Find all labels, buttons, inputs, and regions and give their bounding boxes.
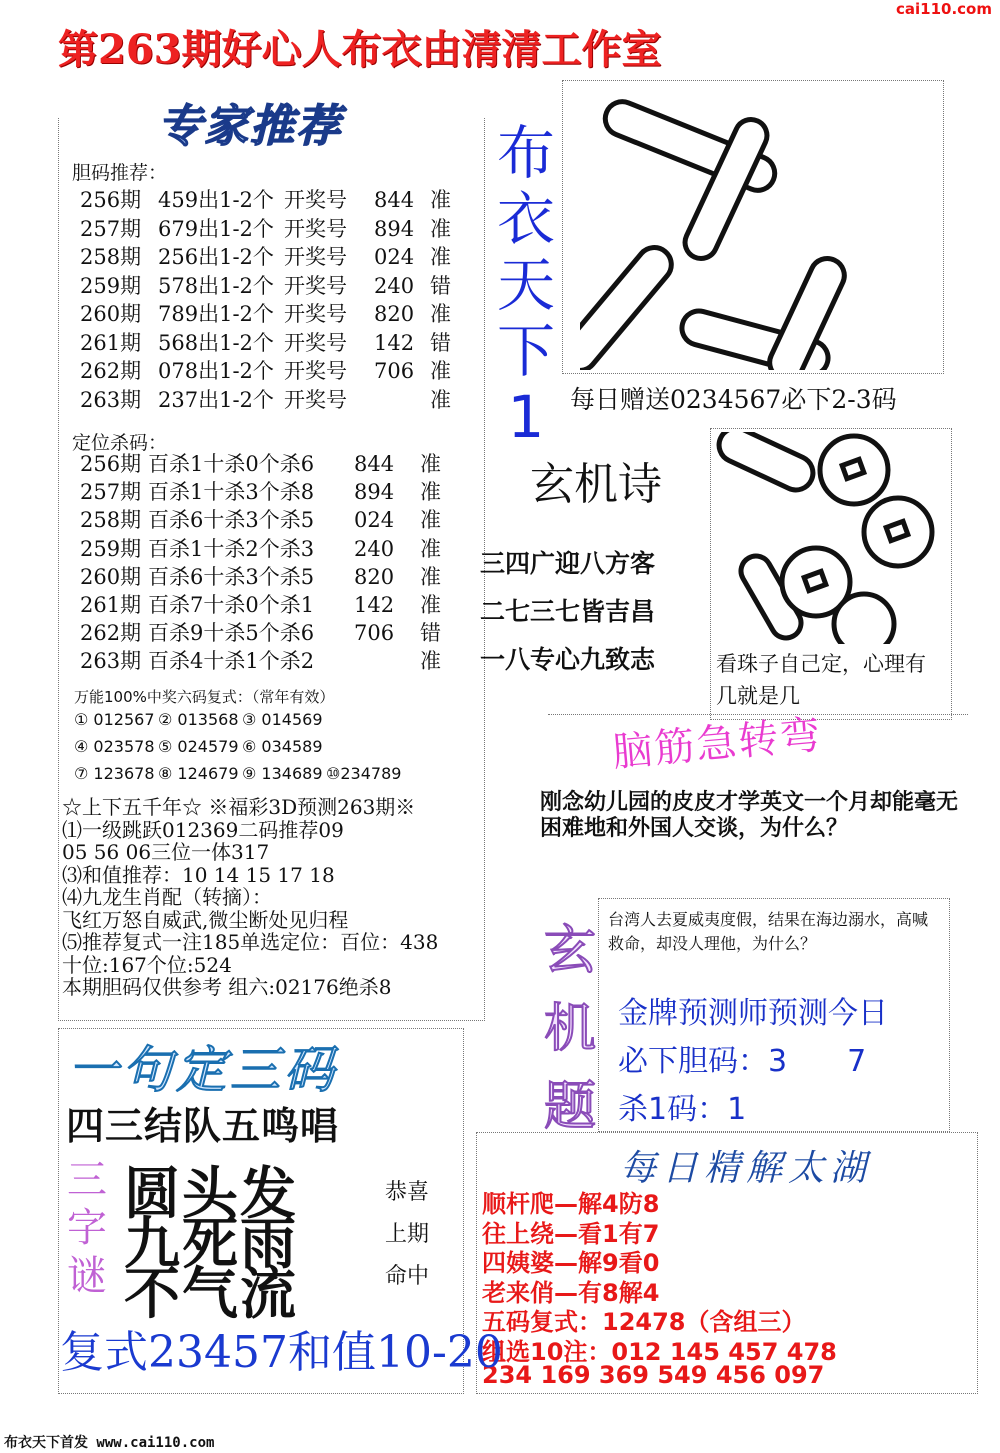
- sanzi-char: 三: [67, 1157, 107, 1203]
- six-code-item: ① 012567: [74, 710, 155, 729]
- period-cell: 260期: [80, 564, 142, 589]
- history-line: ⑸推荐复式一注185单选定位：百位：438: [62, 930, 439, 954]
- result-cell: 准: [420, 508, 441, 533]
- result-cell: 准: [430, 245, 451, 269]
- history-line: 飞红万怒自威武,微尘断处见归程: [62, 907, 349, 932]
- vertical-title-char: 衣: [496, 185, 555, 253]
- sanzi-char: 字: [67, 1205, 107, 1251]
- six-code-item: ⑨ 134689: [242, 764, 323, 783]
- period-cell: 256期: [80, 188, 142, 212]
- taihu-line: 组选10注：012 145 457 478: [482, 1337, 837, 1366]
- gold-line: 杀1码：1: [618, 1092, 747, 1127]
- period-cell: 259期: [80, 536, 142, 561]
- pick-cell: 459出1-2个: [158, 188, 274, 212]
- danma-row: [80, 329, 480, 357]
- result-cell: 准: [430, 216, 451, 241]
- gold-line: 必下胆码：3 7: [618, 1044, 867, 1079]
- kill-cell: 百杀6十杀3个杀5: [148, 564, 315, 589]
- pick-cell: 679出1-2个: [158, 216, 274, 241]
- kill-row: [80, 647, 480, 675]
- result-cell: 准: [430, 359, 451, 383]
- one-line-title: 一句定三码: [68, 1041, 338, 1099]
- number-cell: 820: [354, 564, 395, 589]
- stick-seven-icon: [580, 84, 910, 370]
- congrats-label: [382, 1172, 432, 1298]
- pick-cell: 078出1-2个: [158, 359, 274, 383]
- riddle-text: 刚念幼儿园的皮皮才学英文一个月却能毫无困难地和外国人交谈，为什么？: [540, 790, 959, 841]
- result-cell: 准: [420, 593, 441, 617]
- number-cell: 240: [354, 536, 395, 561]
- six-code-item: ⑩234789: [326, 764, 402, 783]
- label-cell: 开奖号: [284, 302, 347, 326]
- daily-gift-text: 每日赠送0234567必下2-3码: [570, 385, 897, 414]
- label-cell: 开奖号: [284, 330, 347, 355]
- congrats-line: 命中: [384, 1264, 429, 1289]
- kill-row: [80, 450, 480, 478]
- history-prediction: [62, 796, 438, 999]
- number-cell: 820: [374, 302, 415, 326]
- taihu-line: 四姨婆—解9看0: [482, 1249, 660, 1277]
- danma-row: [80, 386, 480, 414]
- result-cell: 准: [420, 536, 441, 561]
- kill-cell: 百杀1十杀3个杀8: [148, 480, 315, 505]
- expert-title: 专家推荐: [158, 101, 342, 152]
- kill-cell: 百杀4十杀1个杀2: [148, 649, 315, 674]
- result-cell: 准: [430, 302, 451, 326]
- period-cell: 257期: [80, 216, 142, 241]
- sanzi-char: 谜: [67, 1253, 107, 1299]
- period-cell: 259期: [80, 273, 142, 298]
- taihu-line: 往上绕—看1有7: [482, 1219, 660, 1248]
- kill-label: 定位杀码：: [72, 432, 168, 454]
- taihu-line: 五码复式：12478（含组三）: [482, 1308, 806, 1336]
- result-cell: 准: [420, 564, 441, 589]
- sanzi-label: [62, 1156, 112, 1300]
- number-cell: 894: [374, 216, 415, 241]
- number-cell: 706: [374, 359, 415, 383]
- history-line: 05 56 06三位一体317: [62, 840, 270, 864]
- six-code-item: ④ 023578: [74, 737, 155, 756]
- big-word: 不气流: [124, 1261, 298, 1327]
- six-code-row: [74, 764, 474, 784]
- number-cell: 894: [354, 480, 395, 505]
- number-cell: 844: [374, 188, 415, 212]
- gold-line: 金牌预测师预测今日: [618, 996, 888, 1031]
- period-cell: 261期: [80, 593, 142, 617]
- xuanji-label: [538, 912, 602, 1146]
- kill-cell: 百杀1十杀2个杀3: [148, 536, 315, 561]
- result-cell: 错: [420, 621, 441, 646]
- poem-line: 一八专心九致志: [480, 645, 656, 674]
- coin-beads-icon: [716, 432, 946, 644]
- number-cell: 706: [354, 621, 395, 646]
- kill-cell: 百杀9十杀5个杀6: [148, 621, 315, 646]
- period-cell: 256期: [80, 452, 142, 476]
- brain-teaser-title: 脑筋急转弯: [610, 711, 824, 777]
- danma-row: [80, 300, 480, 328]
- pick-cell: 789出1-2个: [158, 302, 274, 326]
- big-word: 九死雨: [124, 1211, 298, 1277]
- period-cell: 262期: [80, 359, 142, 383]
- page-title: 第263期好心人布衣由清清工作室: [58, 26, 662, 73]
- danma-label: 胆码推荐：: [72, 162, 168, 184]
- danma-row: [80, 243, 480, 271]
- label-cell: 开奖号: [284, 359, 347, 383]
- result-cell: 错: [430, 273, 451, 298]
- pick-cell: 237出1-2个: [158, 387, 274, 412]
- question-two: 台湾人去夏威夷度假，结果在海边溺水，高喊救命，却没人理他，为什么？: [608, 910, 929, 953]
- brand-site-link[interactable]: cai110.com: [896, 0, 992, 18]
- bead-note: 看珠子自己定，心理有几就是几: [716, 652, 926, 708]
- result-cell: 准: [420, 649, 441, 674]
- result-cell: 准: [430, 188, 451, 212]
- congrats-line: 上期: [384, 1222, 429, 1247]
- history-line: ⑷九龙生肖配（转摘）：: [62, 885, 272, 909]
- kill-row: [80, 506, 480, 534]
- six-code-item: ② 013568: [158, 710, 239, 729]
- danma-row: [80, 272, 480, 300]
- result-cell: 准: [430, 387, 451, 412]
- poem-line: 三四广迎八方客: [480, 549, 656, 578]
- kill-row: [80, 478, 480, 506]
- period-cell: 260期: [80, 302, 142, 326]
- six-code-item: ③ 014569: [242, 710, 323, 729]
- footer-link[interactable]: 布衣天下首发 www.cai110.com: [4, 1435, 215, 1451]
- period-cell: 261期: [80, 330, 142, 355]
- poem-line: 二七三七皆吉昌: [480, 597, 656, 626]
- taihu-title: 每日精解太湖: [620, 1148, 873, 1189]
- history-line: 本期胆码仅供参考 组六:02176绝杀8: [62, 975, 392, 999]
- six-code-item: ⑥ 034589: [242, 737, 323, 756]
- number-cell: 142: [374, 330, 415, 355]
- congrats-line: 恭喜: [384, 1180, 429, 1205]
- big-word: 圆头发: [124, 1161, 298, 1227]
- period-cell: 263期: [80, 649, 142, 674]
- pick-cell: 256出1-2个: [158, 245, 274, 269]
- taihu-line: 234 169 369 549 456 097: [482, 1361, 825, 1389]
- number-cell: 024: [374, 245, 415, 269]
- kill-cell: 百杀7十杀0个杀1: [148, 593, 315, 617]
- period-cell: 263期: [80, 387, 142, 412]
- history-line: 十位:167个位:524: [62, 952, 232, 977]
- label-cell: 开奖号: [284, 387, 347, 412]
- fushi-text: 复式23457和值10-20: [60, 1327, 503, 1378]
- phrase-text: 四三结队五鸣唱: [66, 1104, 340, 1148]
- vertical-title-char: 布: [496, 119, 555, 187]
- history-line: ☆上下五千年☆ ※福彩3D预测263期※: [62, 795, 416, 819]
- number-cell: 844: [354, 452, 395, 476]
- vertical-title: [496, 120, 556, 450]
- pick-cell: 568出1-2个: [158, 330, 274, 355]
- period-cell: 257期: [80, 480, 142, 505]
- number-cell: 142: [354, 593, 395, 617]
- taihu-line: 顺杆爬—解4防8: [482, 1190, 660, 1218]
- six-code-item: ⑦ 123678: [74, 764, 155, 783]
- label-cell: 开奖号: [284, 245, 347, 269]
- vertical-title-char: 天: [496, 251, 555, 319]
- number-cell: 240: [374, 273, 415, 298]
- period-cell: 262期: [80, 621, 142, 646]
- label-cell: 开奖号: [284, 216, 347, 241]
- xuanji-char: 机: [543, 999, 596, 1059]
- six-code-row: [74, 710, 474, 730]
- kill-cell: 百杀6十杀3个杀5: [148, 508, 315, 533]
- pick-cell: 578出1-2个: [158, 273, 274, 298]
- danma-row: [80, 357, 480, 385]
- vertical-title-char: 1: [507, 383, 545, 451]
- vertical-title-char: 下: [496, 317, 555, 385]
- result-cell: 准: [420, 480, 441, 505]
- xuanji-char: 题: [543, 1077, 596, 1137]
- kill-row: [80, 619, 480, 647]
- six-code-item: ⑧ 124679: [158, 764, 239, 783]
- six-code-item: ⑤ 024579: [158, 737, 239, 756]
- six-code-row: [74, 737, 474, 757]
- label-cell: 开奖号: [284, 188, 347, 212]
- kill-row: [80, 591, 480, 619]
- danma-row: [80, 215, 480, 243]
- label-cell: 开奖号: [284, 273, 347, 298]
- period-cell: 258期: [80, 508, 142, 533]
- kill-row: [80, 535, 480, 563]
- poem-title: 玄机诗: [530, 459, 662, 510]
- period-cell: 258期: [80, 245, 142, 269]
- xuanji-char: 玄: [543, 921, 596, 981]
- result-cell: 准: [420, 452, 441, 476]
- kill-cell: 百杀1十杀0个杀6: [148, 452, 315, 476]
- history-line: ⑶和值推荐：10 14 15 17 18: [62, 862, 335, 887]
- kill-row: [80, 563, 480, 591]
- six-code-label: 万能100%中奖六码复式：（常年有效）: [74, 688, 335, 706]
- taihu-line: 老来俏—有8解4: [482, 1278, 660, 1307]
- result-cell: 错: [430, 330, 451, 355]
- history-line: ⑴一级跳跃012369二码推荐09: [62, 817, 344, 842]
- danma-row: [80, 186, 480, 214]
- number-cell: 024: [354, 508, 395, 533]
